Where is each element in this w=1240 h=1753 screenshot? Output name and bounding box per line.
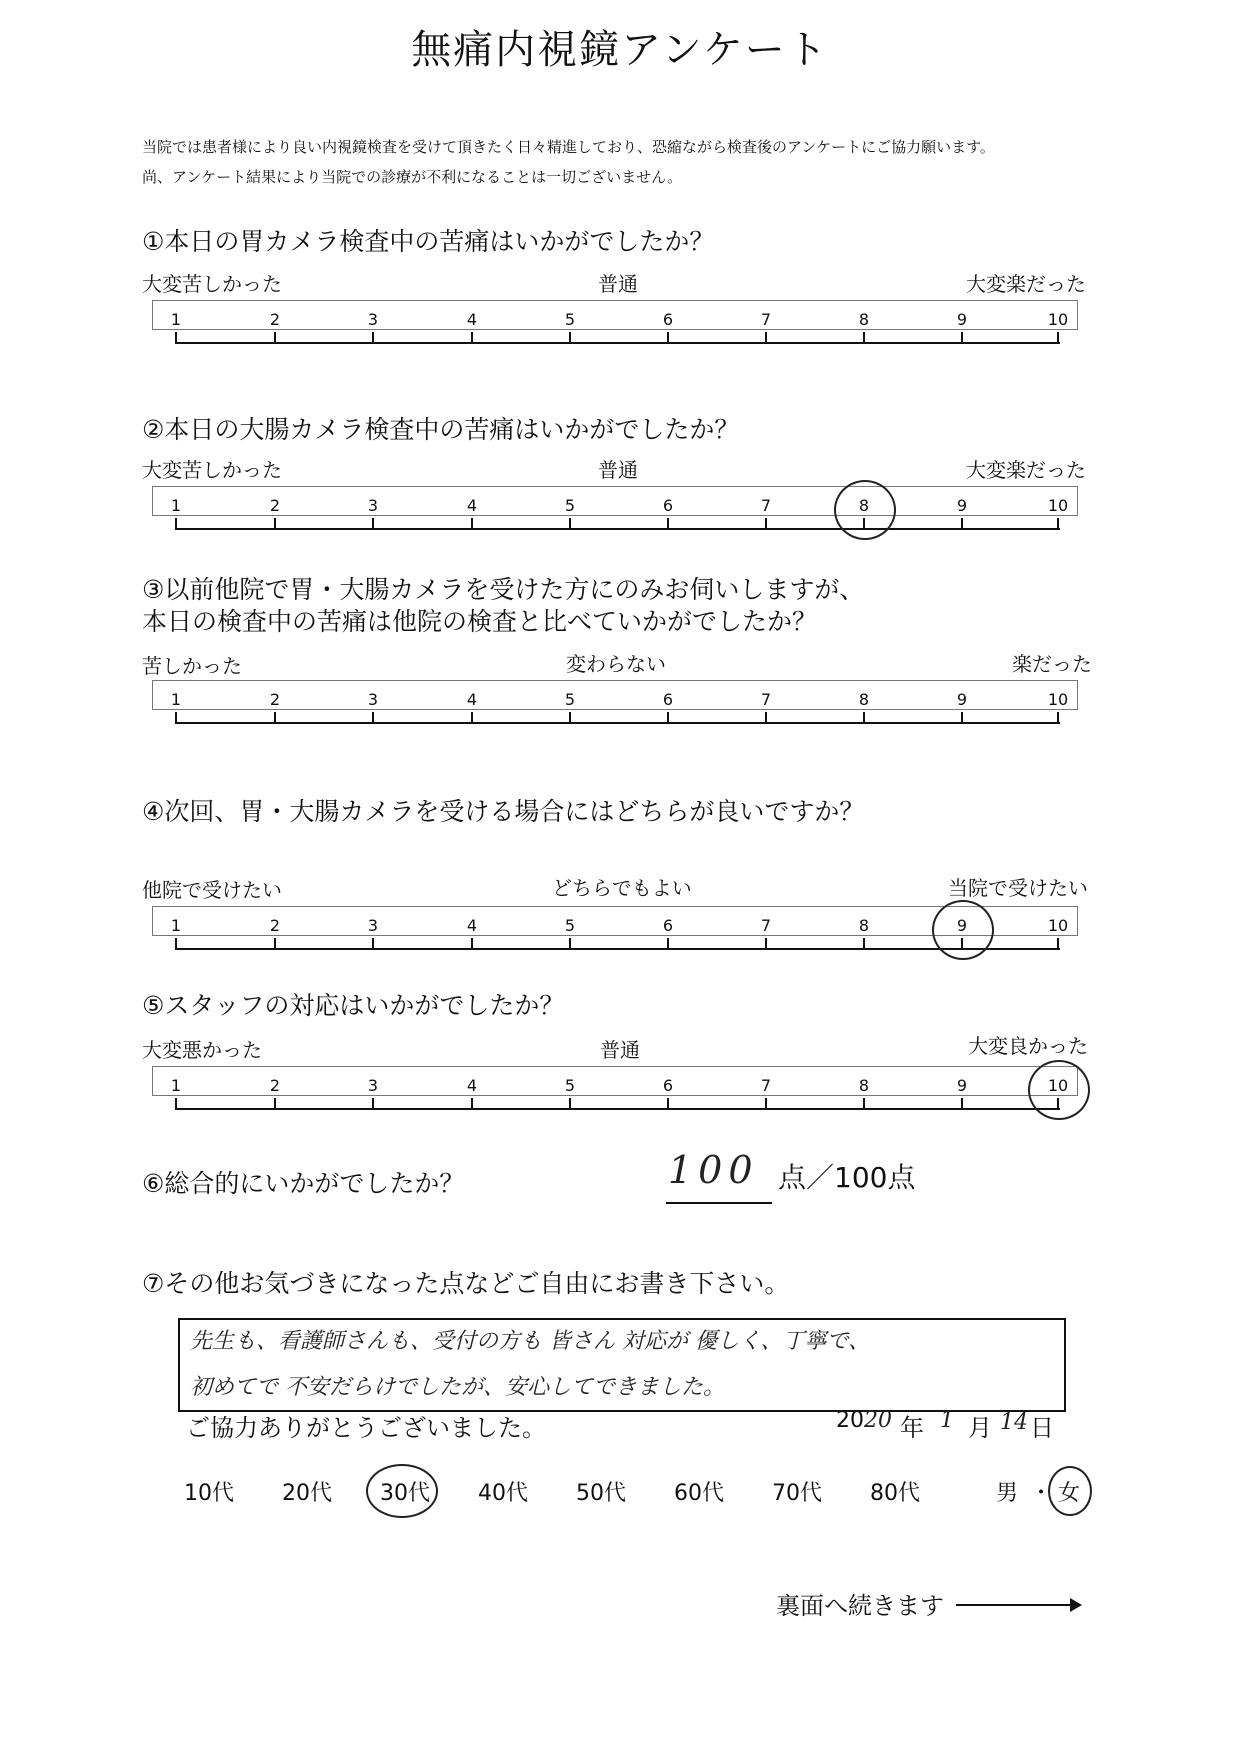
scale-number-1[interactable]: 1 (170, 496, 182, 515)
scale-number-1[interactable]: 1 (170, 690, 182, 709)
scale-tick (372, 712, 374, 724)
scale-line (176, 342, 1060, 344)
scale-number-5[interactable]: 5 (564, 496, 576, 515)
date-year-hand[interactable]: 20 (864, 1408, 892, 1433)
scale-tick (1057, 938, 1059, 950)
scale-number-9[interactable]: 9 (956, 690, 968, 709)
page-title: 無痛内視鏡アンケート (411, 27, 829, 73)
question-5: ⑤スタッフの対応はいかがでしたか？ (142, 991, 565, 1020)
q6-answer[interactable]: 100 (668, 1148, 759, 1192)
selected-answer-circle (834, 480, 896, 540)
scale-tick (274, 518, 276, 530)
q3-right-label: 楽だった (1012, 652, 1092, 676)
scale-box (152, 300, 1078, 330)
age-20s[interactable]: 20代 (282, 1481, 332, 1506)
scale-tick (1057, 518, 1059, 530)
scale-number-1[interactable]: 1 (170, 310, 182, 329)
date-year-prefix: 20 (836, 1408, 864, 1433)
scale-number-10[interactable]: 10 (1047, 916, 1069, 935)
scale-number-2[interactable]: 2 (269, 310, 281, 329)
scale-number-3[interactable]: 3 (367, 1076, 379, 1095)
scale-line (176, 722, 1060, 724)
q2-right-label: 大変楽だった (966, 458, 1086, 482)
scale-tick (175, 518, 177, 530)
scale-number-2[interactable]: 2 (269, 496, 281, 515)
scale-tick (667, 1098, 669, 1110)
age-10s[interactable]: 10代 (184, 1481, 234, 1506)
scale-line (176, 948, 1060, 950)
scale-tick (471, 938, 473, 950)
q1-mid-label: 普通 (598, 272, 638, 296)
date-month[interactable]: 1 (940, 1408, 954, 1433)
scale-tick (765, 938, 767, 950)
scale-tick (175, 938, 177, 950)
age-40s[interactable]: 40代 (478, 1481, 528, 1506)
scale-number-2[interactable]: 2 (269, 690, 281, 709)
age-60s[interactable]: 60代 (674, 1481, 724, 1506)
question-1: ①本日の胃カメラ検査中の苦痛はいかがでしたか？ (142, 227, 715, 256)
date-month-label: 月 (968, 1414, 992, 1442)
scale-number-3[interactable]: 3 (367, 496, 379, 515)
scale-number-9[interactable]: 9 (956, 496, 968, 515)
scale-number-5[interactable]: 5 (564, 690, 576, 709)
age-50s[interactable]: 50代 (576, 1481, 626, 1506)
question-3-line-2: 本日の検査中の苦痛は他院の検査と比べていかがでしたか？ (142, 607, 818, 636)
scale-tick (175, 332, 177, 344)
scale-number-6[interactable]: 6 (662, 916, 674, 935)
scale-number-7[interactable]: 7 (760, 496, 772, 515)
scale-number-5[interactable]: 5 (564, 1076, 576, 1095)
scale-number-6[interactable]: 6 (662, 310, 674, 329)
q3-left-label: 苦しかった (142, 654, 242, 678)
q2-mid-label: 普通 (598, 458, 638, 482)
question-7: ⑦その他お気づきになった点などご自由にお書き下さい。 (142, 1269, 790, 1298)
selected-answer-circle (932, 900, 994, 960)
q5-mid-label: 普通 (600, 1038, 640, 1062)
question-3: ③以前他院で胃・大腸カメラを受けた方にのみお伺いしますが、 (142, 575, 865, 604)
scale-number-8[interactable]: 8 (858, 916, 870, 935)
date-day-label: 日 (1030, 1414, 1054, 1442)
gender-selected-circle (1048, 1466, 1092, 1516)
question-2: ②本日の大腸カメラ検査中の苦痛はいかがでしたか？ (142, 415, 740, 444)
scale-tick (961, 1098, 963, 1110)
scale-tick (667, 518, 669, 530)
scale-number-7[interactable]: 7 (760, 916, 772, 935)
scale-tick (765, 1098, 767, 1110)
date-day[interactable]: 14 (1000, 1410, 1028, 1435)
scale-number-9[interactable]: 9 (956, 310, 968, 329)
scale-number-1[interactable]: 1 (170, 916, 182, 935)
scale-tick (274, 712, 276, 724)
scale-tick (961, 332, 963, 344)
q4-right-label: 当院で受けたい (948, 876, 1088, 900)
scale-box (152, 486, 1078, 516)
q2-left-label: 大変苦しかった (142, 458, 282, 482)
scale-number-2[interactable]: 2 (269, 1076, 281, 1095)
scale-number-9[interactable]: 9 (956, 916, 968, 935)
scale-box (152, 1066, 1078, 1096)
scale-tick (961, 518, 963, 530)
scale-number-6[interactable]: 6 (662, 1076, 674, 1095)
scale-tick (765, 518, 767, 530)
scale-number-7[interactable]: 7 (760, 1076, 772, 1095)
age-30s[interactable]: 30代 (380, 1481, 430, 1506)
gender-separator: ・ (1030, 1481, 1053, 1506)
selected-answer-circle (1028, 1060, 1090, 1120)
question-6: ⑥総合的にいかがでしたか？ (142, 1169, 465, 1198)
scale-number-7[interactable]: 7 (760, 310, 772, 329)
scale-tick (667, 938, 669, 950)
scale-number-10[interactable]: 10 (1047, 690, 1069, 709)
scale-tick (274, 332, 276, 344)
scale-tick (471, 332, 473, 344)
q6-underline (666, 1202, 772, 1204)
scale-tick (569, 1098, 571, 1110)
scale-tick (471, 1098, 473, 1110)
scale-tick (372, 518, 374, 530)
scale-number-8[interactable]: 8 (858, 310, 870, 329)
scale-tick (863, 938, 865, 950)
scale-number-4[interactable]: 4 (466, 1076, 478, 1095)
q4-left-label: 他院で受けたい (142, 878, 282, 902)
age-70s[interactable]: 70代 (772, 1481, 822, 1506)
scale-number-10[interactable]: 10 (1047, 496, 1069, 515)
date-year-label: 年 (900, 1414, 924, 1442)
scale-number-3[interactable]: 3 (367, 916, 379, 935)
scale-tick (569, 712, 571, 724)
intro-line-2: 尚、アンケート結果により当院での診療が不利になることは一切ございません。 (142, 168, 683, 186)
scale-number-7[interactable]: 7 (760, 690, 772, 709)
scale-tick (569, 938, 571, 950)
scale-tick (175, 1098, 177, 1110)
scale-tick (274, 1098, 276, 1110)
comment-line-2: 初めてで 不安だらけでしたが、安心してできました。 (190, 1375, 725, 1400)
scale-number-3[interactable]: 3 (367, 310, 379, 329)
scale-tick (274, 938, 276, 950)
scale-number-4[interactable]: 4 (466, 496, 478, 515)
scale-tick (569, 332, 571, 344)
scale-tick (471, 518, 473, 530)
scale-tick (667, 332, 669, 344)
scale-number-4[interactable]: 4 (466, 690, 478, 709)
q4-mid-label: どちらでもよい (552, 876, 692, 900)
scale-line (176, 528, 1060, 530)
comment-line-1: 先生も、看護師さんも、受付の方も 皆さん 対応が 優しく、丁寧で、 (190, 1329, 871, 1354)
scale-tick (765, 332, 767, 344)
question-4: ④次回、胃・大腸カメラを受ける場合にはどちらが良いですか？ (142, 797, 865, 826)
q1-left-label: 大変苦しかった (142, 272, 282, 296)
scale-number-4[interactable]: 4 (466, 310, 478, 329)
scale-number-8[interactable]: 8 (858, 496, 870, 515)
scale-tick (863, 1098, 865, 1110)
continue-arrow-icon (1070, 1598, 1082, 1612)
scale-number-9[interactable]: 9 (956, 1076, 968, 1095)
gender-female[interactable]: 女 (1058, 1481, 1081, 1506)
scale-tick (765, 712, 767, 724)
scale-number-5[interactable]: 5 (564, 310, 576, 329)
scale-tick (175, 712, 177, 724)
q5-left-label: 大変悪かった (142, 1038, 262, 1062)
scale-number-3[interactable]: 3 (367, 690, 379, 709)
scale-number-1[interactable]: 1 (170, 1076, 182, 1095)
scale-tick (1057, 332, 1059, 344)
scale-tick (372, 1098, 374, 1110)
gender-male[interactable]: 男 (996, 1481, 1019, 1506)
scale-number-5[interactable]: 5 (564, 916, 576, 935)
scale-tick (667, 712, 669, 724)
scale-tick (961, 712, 963, 724)
scale-number-2[interactable]: 2 (269, 916, 281, 935)
scale-number-8[interactable]: 8 (858, 1076, 870, 1095)
q6-suffix: 点／100点 (778, 1161, 916, 1194)
scale-number-6[interactable]: 6 (662, 496, 674, 515)
q5-right-label: 大変良かった (968, 1034, 1088, 1058)
scale-tick (863, 712, 865, 724)
scale-tick (1057, 712, 1059, 724)
q3-mid-label: 変わらない (566, 652, 666, 676)
scale-tick (372, 332, 374, 344)
continue-text: 裏面へ続きます (776, 1592, 944, 1620)
q1-right-label: 大変楽だった (966, 272, 1086, 296)
age-80s[interactable]: 80代 (870, 1481, 920, 1506)
scale-number-8[interactable]: 8 (858, 690, 870, 709)
scale-tick (471, 712, 473, 724)
scale-box (152, 680, 1078, 710)
scale-number-4[interactable]: 4 (466, 916, 478, 935)
scale-number-10[interactable]: 10 (1047, 310, 1069, 329)
continue-arrow-line (956, 1604, 1074, 1606)
age-selected-circle (366, 1464, 438, 1518)
scale-line (176, 1108, 1060, 1110)
intro-line-1: 当院では患者様により良い内視鏡検査を受けて頂きたく日々精進しており、恐縮ながら検査後のアンケートにご協力願います。 (142, 138, 995, 156)
scale-number-10[interactable]: 10 (1047, 1076, 1069, 1095)
thanks-text: ご協力ありがとうございました。 (186, 1414, 546, 1442)
scale-tick (569, 518, 571, 530)
scale-number-6[interactable]: 6 (662, 690, 674, 709)
scale-tick (863, 332, 865, 344)
scale-tick (372, 938, 374, 950)
